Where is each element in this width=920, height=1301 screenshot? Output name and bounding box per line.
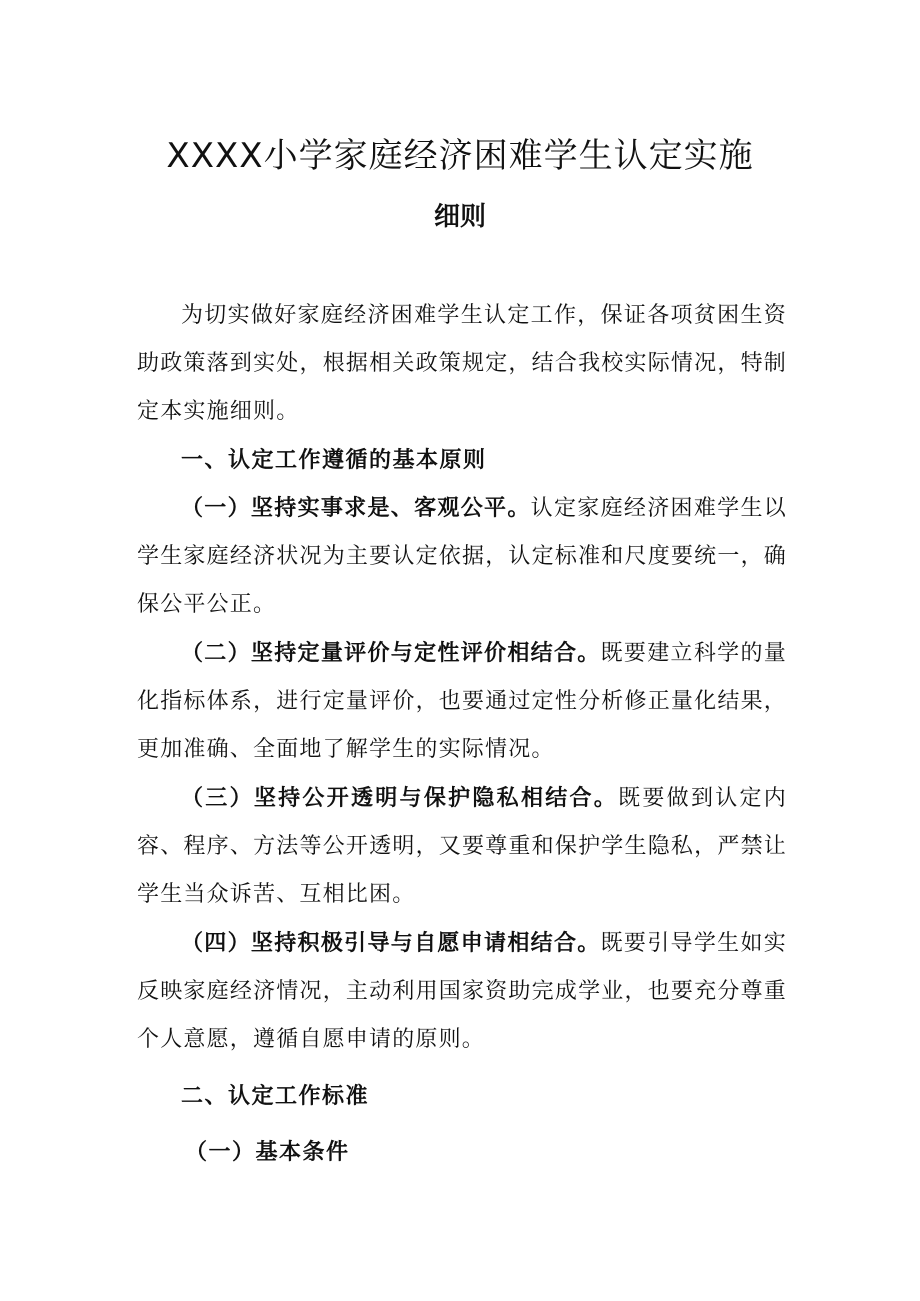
principle-title-3: （三）坚持公开透明与保护隐私相结合。 <box>181 785 619 811</box>
principle-text-4: 既要引导学生如实反映家庭经济情况，主动利用国家资助完成学业，也要充分尊重个人意愿，遵循自愿申请的原则。 <box>137 931 787 1052</box>
principle-paragraph-1 <box>137 484 787 629</box>
document-title-continuation: 细则 <box>433 202 486 232</box>
principle-title-2: （二）坚持定量评价与定性评价相结合。 <box>181 640 601 666</box>
principle-text-1: 认定家庭经济困难学生以学生家庭经济状况为主要认定依据，认定标准和尺度要统一，确保公平公正。 <box>137 496 787 617</box>
intro-paragraph: 为切实做好家庭经济困难学生认定工作，保证各项贫困生资助政策落到实处，根据相关政策规定，结合我校实际情况，特制定本实施细则。 <box>137 303 787 424</box>
section-heading-standards: 二、认定工作标准 <box>181 1083 370 1109</box>
principle-title-1: （一）坚持实事求是、客观公平。 <box>181 495 531 521</box>
principle-text-2: 既要建立科学的量化指标体系，进行定量评价，也要通过定性分析修正量化结果，更加准确、全面地了解学生的实际情况。 <box>137 641 787 762</box>
document-body <box>137 292 787 1176</box>
principle-paragraph-4 <box>137 919 787 1064</box>
subsection-heading-basic-conditions: （一）基本条件 <box>185 1139 350 1165</box>
principle-title-4: （四）坚持积极引导与自愿申请相结合。 <box>181 930 601 956</box>
principle-paragraph-2 <box>137 629 787 774</box>
document-title: XXXX小学家庭经济困难学生认定实施 <box>166 136 754 176</box>
principle-text-3: 既要做到认定内容、程序、方法等公开透明，又要尊重和保护学生隐私，严禁让学生当众诉苦、互相比困。 <box>137 786 787 907</box>
principle-paragraph-3 <box>137 774 787 919</box>
section-heading-principles: 一、认定工作遵循的基本原则 <box>181 447 487 473</box>
